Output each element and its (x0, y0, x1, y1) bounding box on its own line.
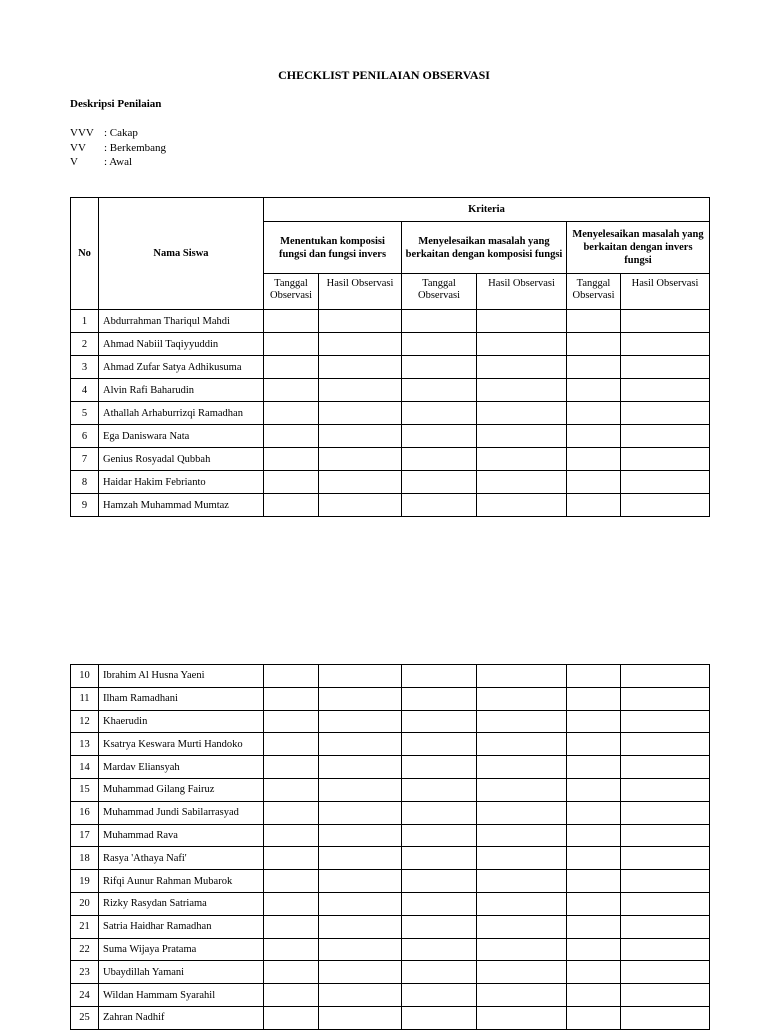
result-cell (621, 425, 710, 448)
result-cell (477, 402, 567, 425)
result-cell (477, 494, 567, 517)
table-row (71, 665, 710, 688)
result-cell (621, 756, 710, 779)
header-name: Nama Siswa (99, 198, 264, 310)
table-row (71, 778, 710, 801)
result-cell (621, 733, 710, 756)
result-cell (319, 356, 402, 379)
date-cell (402, 824, 477, 847)
date-cell (567, 665, 621, 688)
table-row (71, 847, 710, 870)
date-cell (264, 687, 319, 710)
table-row (71, 494, 710, 517)
table-row (71, 356, 710, 379)
student-name: Ilham Ramadhani (99, 687, 264, 710)
legend-meaning: : Berkembang (104, 141, 167, 154)
result-cell (319, 710, 402, 733)
student-name: Zahran Nadhif (99, 1006, 264, 1029)
result-cell (477, 425, 567, 448)
date-cell (402, 1006, 477, 1029)
date-cell (264, 756, 319, 779)
result-cell (319, 756, 402, 779)
date-cell (567, 847, 621, 870)
student-name: Hamzah Muhammad Mumtaz (99, 494, 264, 517)
result-cell (319, 310, 402, 333)
date-cell (402, 847, 477, 870)
result-cell (477, 847, 567, 870)
date-cell (264, 892, 319, 915)
date-cell (567, 870, 621, 893)
result-cell (477, 1006, 567, 1029)
student-name: Rifqi Aunur Rahman Mubarok (99, 870, 264, 893)
student-name: Muhammad Gilang Fairuz (99, 778, 264, 801)
date-cell (402, 870, 477, 893)
date-cell (264, 961, 319, 984)
student-name: Rizky Rasydan Satriama (99, 892, 264, 915)
date-cell (402, 356, 477, 379)
legend-symbol: VV (70, 141, 86, 154)
date-cell (264, 448, 319, 471)
row-number: 15 (71, 778, 99, 801)
criteria-1: Menentukan komposisi fungsi dan fungsi invers (264, 222, 402, 274)
date-cell (402, 402, 477, 425)
result-cell (319, 892, 402, 915)
result-cell (477, 356, 567, 379)
row-number: 6 (71, 425, 99, 448)
result-cell (477, 984, 567, 1007)
date-cell (264, 356, 319, 379)
result-cell (621, 379, 710, 402)
student-name: Muhammad Rava (99, 824, 264, 847)
table-row (71, 1006, 710, 1029)
date-cell (402, 733, 477, 756)
result-cell (621, 471, 710, 494)
result-cell (319, 494, 402, 517)
legend-symbol: V (70, 156, 78, 168)
date-cell (402, 471, 477, 494)
result-cell (621, 801, 710, 824)
result-cell (621, 710, 710, 733)
date-cell (567, 824, 621, 847)
date-cell (264, 1006, 319, 1029)
result-cell (319, 870, 402, 893)
student-name: Ubaydillah Yamani (99, 961, 264, 984)
result-cell (477, 333, 567, 356)
date-cell (567, 1006, 621, 1029)
subheader-result: Hasil Observasi (621, 274, 710, 310)
criteria-3: Menyelesaikan masalah yang berkaitan dengan invers fungsi (567, 222, 710, 274)
legend-item (70, 126, 166, 141)
student-name: Ahmad Nabiil Taqiyyuddin (99, 333, 264, 356)
row-number: 4 (71, 379, 99, 402)
date-cell (264, 379, 319, 402)
observation-table-page2 (70, 664, 710, 1030)
student-name: Genius Rosyadal Qubbah (99, 448, 264, 471)
table-row (71, 870, 710, 893)
date-cell (264, 938, 319, 961)
student-name: Alvin Rafi Baharudin (99, 379, 264, 402)
date-cell (402, 448, 477, 471)
date-cell (264, 870, 319, 893)
student-name: Suma Wijaya Pratama (99, 938, 264, 961)
result-cell (477, 801, 567, 824)
result-cell (477, 915, 567, 938)
date-cell (567, 471, 621, 494)
result-cell (319, 801, 402, 824)
row-number: 17 (71, 824, 99, 847)
date-cell (264, 471, 319, 494)
date-cell (567, 984, 621, 1007)
result-cell (477, 379, 567, 402)
row-number: 19 (71, 870, 99, 893)
result-cell (319, 733, 402, 756)
table-row (71, 984, 710, 1007)
table-row (71, 892, 710, 915)
date-cell (567, 402, 621, 425)
table-row (71, 379, 710, 402)
row-number: 7 (71, 448, 99, 471)
result-cell (319, 847, 402, 870)
date-cell (402, 425, 477, 448)
table-row (71, 310, 710, 333)
table-row (71, 961, 710, 984)
date-cell (402, 801, 477, 824)
result-cell (319, 961, 402, 984)
table-row (71, 938, 710, 961)
student-name: Haidar Hakim Febrianto (99, 471, 264, 494)
student-name: Ega Daniswara Nata (99, 425, 264, 448)
date-cell (402, 687, 477, 710)
result-cell (319, 333, 402, 356)
result-cell (621, 333, 710, 356)
result-cell (319, 379, 402, 402)
row-number: 2 (71, 333, 99, 356)
page-title: CHECKLIST PENILAIAN OBSERVASI (278, 68, 490, 82)
date-cell (402, 333, 477, 356)
result-cell (319, 425, 402, 448)
result-cell (477, 870, 567, 893)
student-name: Rasya 'Athaya Nafi' (99, 847, 264, 870)
result-cell (477, 778, 567, 801)
row-number: 3 (71, 356, 99, 379)
student-name: Abdurrahman Thariqul Mahdi (99, 310, 264, 333)
student-name: Muhammad Jundi Sabilarrasyad (99, 801, 264, 824)
date-cell (567, 448, 621, 471)
table-row (71, 448, 710, 471)
date-cell (567, 379, 621, 402)
result-cell (621, 402, 710, 425)
student-name: Satria Haidhar Ramadhan (99, 915, 264, 938)
legend-item (70, 155, 166, 170)
date-cell (567, 801, 621, 824)
table-row (71, 915, 710, 938)
result-cell (621, 984, 710, 1007)
result-cell (621, 915, 710, 938)
date-cell (402, 665, 477, 688)
date-cell (567, 778, 621, 801)
row-number: 10 (71, 665, 99, 688)
result-cell (621, 310, 710, 333)
result-cell (621, 847, 710, 870)
row-number: 18 (71, 847, 99, 870)
result-cell (621, 892, 710, 915)
result-cell (319, 402, 402, 425)
date-cell (264, 824, 319, 847)
table-row (71, 471, 710, 494)
student-name: Ksatrya Keswara Murti Handoko (99, 733, 264, 756)
date-cell (567, 915, 621, 938)
result-cell (319, 938, 402, 961)
result-cell (621, 938, 710, 961)
result-cell (319, 984, 402, 1007)
date-cell (402, 778, 477, 801)
date-cell (264, 402, 319, 425)
date-cell (264, 733, 319, 756)
header-criteria: Kriteria (264, 198, 710, 222)
table-row (71, 824, 710, 847)
date-cell (402, 892, 477, 915)
row-number: 24 (71, 984, 99, 1007)
row-number: 8 (71, 471, 99, 494)
result-cell (319, 915, 402, 938)
result-cell (477, 471, 567, 494)
result-cell (621, 687, 710, 710)
date-cell (402, 310, 477, 333)
result-cell (621, 870, 710, 893)
result-cell (319, 824, 402, 847)
result-cell (621, 494, 710, 517)
row-number: 22 (71, 938, 99, 961)
date-cell (402, 938, 477, 961)
row-number: 20 (71, 892, 99, 915)
date-cell (567, 938, 621, 961)
date-cell (264, 915, 319, 938)
result-cell (477, 733, 567, 756)
date-cell (264, 494, 319, 517)
row-number: 13 (71, 733, 99, 756)
result-cell (477, 710, 567, 733)
legend-symbol: VVV (70, 127, 94, 139)
result-cell (621, 778, 710, 801)
subheader-date: Tanggal Observasi (567, 274, 621, 310)
table-row (71, 333, 710, 356)
result-cell (319, 687, 402, 710)
date-cell (567, 425, 621, 448)
header-no: No (71, 198, 99, 310)
result-cell (477, 824, 567, 847)
date-cell (264, 847, 319, 870)
date-cell (567, 687, 621, 710)
date-cell (402, 984, 477, 1007)
date-cell (402, 961, 477, 984)
date-cell (402, 710, 477, 733)
date-cell (567, 733, 621, 756)
subheader-result: Hasil Observasi (319, 274, 402, 310)
date-cell (264, 984, 319, 1007)
date-cell (402, 494, 477, 517)
date-cell (567, 892, 621, 915)
result-cell (477, 892, 567, 915)
row-number: 9 (71, 494, 99, 517)
date-cell (264, 801, 319, 824)
student-name: Ibrahim Al Husna Yaeni (99, 665, 264, 688)
student-name: Wildan Hammam Syarahil (99, 984, 264, 1007)
date-cell (567, 961, 621, 984)
row-number: 21 (71, 915, 99, 938)
date-cell (264, 310, 319, 333)
result-cell (477, 665, 567, 688)
criteria-2: Menyelesaikan masalah yang berkaitan dengan komposisi fungsi (402, 222, 567, 274)
observation-table-page1 (70, 197, 710, 517)
date-cell (264, 425, 319, 448)
row-number: 23 (71, 961, 99, 984)
date-cell (567, 494, 621, 517)
row-number: 1 (71, 310, 99, 333)
result-cell (621, 665, 710, 688)
date-cell (264, 710, 319, 733)
student-name: Khaerudin (99, 710, 264, 733)
row-number: 5 (71, 402, 99, 425)
result-cell (477, 448, 567, 471)
date-cell (402, 915, 477, 938)
result-cell (621, 448, 710, 471)
table-row (71, 425, 710, 448)
table-row (71, 801, 710, 824)
date-cell (264, 333, 319, 356)
row-number: 12 (71, 710, 99, 733)
student-name: Mardav Eliansyah (99, 756, 264, 779)
result-cell (621, 1006, 710, 1029)
result-cell (319, 448, 402, 471)
result-cell (319, 1006, 402, 1029)
table-row (71, 687, 710, 710)
result-cell (319, 471, 402, 494)
result-cell (477, 938, 567, 961)
result-cell (621, 961, 710, 984)
result-cell (477, 961, 567, 984)
table-row (71, 733, 710, 756)
subheader-date: Tanggal Observasi (264, 274, 319, 310)
result-cell (621, 356, 710, 379)
date-cell (264, 665, 319, 688)
row-number: 16 (71, 801, 99, 824)
date-cell (402, 379, 477, 402)
description-heading: Deskripsi Penilaian (70, 98, 162, 110)
subheader-result: Hasil Observasi (477, 274, 567, 310)
date-cell (567, 710, 621, 733)
table-row (71, 710, 710, 733)
date-cell (264, 778, 319, 801)
date-cell (567, 756, 621, 779)
date-cell (567, 333, 621, 356)
legend-meaning: : Awal (104, 156, 133, 168)
result-cell (477, 310, 567, 333)
result-cell (621, 824, 710, 847)
table-row (71, 402, 710, 425)
row-number: 14 (71, 756, 99, 779)
result-cell (319, 778, 402, 801)
student-name: Ahmad Zufar Satya Adhikusuma (99, 356, 264, 379)
date-cell (402, 756, 477, 779)
result-cell (319, 665, 402, 688)
legend-meaning: : Cakap (104, 127, 138, 139)
legend (70, 126, 166, 170)
row-number: 25 (71, 1006, 99, 1029)
row-number: 11 (71, 687, 99, 710)
result-cell (477, 687, 567, 710)
student-name: Athallah Arhaburrizqi Ramadhan (99, 402, 264, 425)
subheader-date: Tanggal Observasi (402, 274, 477, 310)
table-row (71, 756, 710, 779)
date-cell (567, 356, 621, 379)
date-cell (567, 310, 621, 333)
result-cell (477, 756, 567, 779)
legend-item (70, 141, 166, 156)
